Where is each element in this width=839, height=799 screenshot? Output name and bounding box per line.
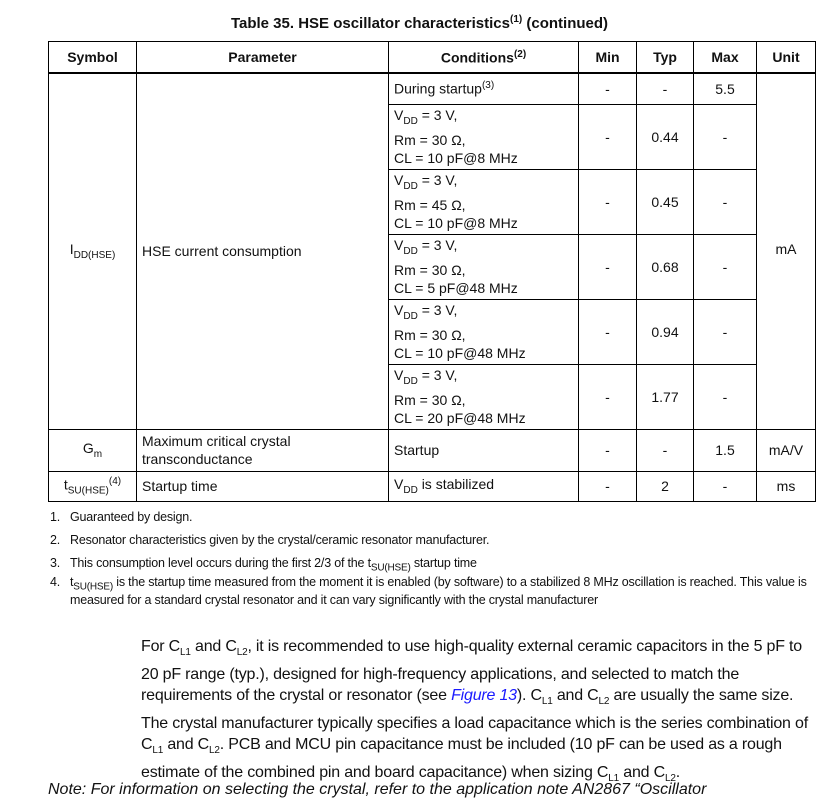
gm-unit: mA/V xyxy=(757,429,816,471)
condition: $V_{DD} = 3$ V, Rm = 30 Ω, CL = 5 pF@48 MHz xyxy=(389,234,579,299)
gm-parameter: Maximum critical crystal transconductance xyxy=(137,429,389,471)
min-value: - xyxy=(579,234,637,299)
table-row xyxy=(49,471,816,501)
header-symbol: Symbol xyxy=(49,42,137,74)
table-row xyxy=(49,73,816,104)
condition: $V_{DD} = 3$ V, Rm = 30 Ω, CL = 10 pF@48 MHz xyxy=(389,299,579,364)
gm-symbol: $G_m$ xyxy=(49,429,137,471)
idd-unit: mA xyxy=(757,73,816,429)
header-unit: Unit xyxy=(757,42,816,74)
note-clipped: Note: For information on selecting the crystal, refer to the application note AN2867 “Oscillator xyxy=(48,781,707,798)
idd-parameter: HSE current consumption xyxy=(137,73,389,429)
max-value: - xyxy=(694,104,757,169)
min-value: - xyxy=(579,169,637,234)
max-value: - xyxy=(694,364,757,429)
condition: $V_{DD}$ is stabilized xyxy=(389,471,579,501)
typ-value: - xyxy=(637,73,694,104)
max-value: - xyxy=(694,299,757,364)
tsu-unit: ms xyxy=(757,471,816,501)
footnote-2: 2. Resonator characteristics given by the crystal/ceramic resonator manufacturer. xyxy=(50,533,490,547)
idd-symbol: $I_{DD(HSE)}$ xyxy=(49,73,137,429)
condition: Startup xyxy=(389,429,579,471)
min-value: - xyxy=(579,471,637,501)
header-parameter: Parameter xyxy=(137,42,389,74)
condition: $V_{DD} = 3$ V, Rm = 30 Ω, CL = 20 pF@48 MHz xyxy=(389,364,579,429)
min-value: - xyxy=(579,364,637,429)
header-max: Max xyxy=(694,42,757,74)
footnote-3: 3. This consumption level occurs during the first 2/3 of the $t_{SU(HSE)}$ startup time xyxy=(50,556,477,574)
typ-value: 1.77 xyxy=(637,364,694,429)
header-min: Min xyxy=(579,42,637,74)
header-conditions: Conditions$^{(2)}$ xyxy=(389,42,579,74)
max-value: 1.5 xyxy=(694,429,757,471)
min-value: - xyxy=(579,299,637,364)
tsu-parameter: Startup time xyxy=(137,471,389,501)
header-typ: Typ xyxy=(637,42,694,74)
max-value: - xyxy=(694,234,757,299)
typ-value: 0.45 xyxy=(637,169,694,234)
footnote-1: 1. Guaranteed by design. xyxy=(50,510,193,524)
condition: $V_{DD} = 3$ V, Rm = 30 Ω, CL = 10 pF@8 MHz xyxy=(389,104,579,169)
header-row xyxy=(49,42,816,74)
max-value: - xyxy=(694,169,757,234)
min-value: - xyxy=(579,104,637,169)
typ-value: 0.44 xyxy=(637,104,694,169)
min-value: - xyxy=(579,429,637,471)
figure-13-link[interactable]: Figure 13 xyxy=(451,687,517,705)
typ-value: 0.94 xyxy=(637,299,694,364)
typ-value: 2 xyxy=(637,471,694,501)
max-value: 5.5 xyxy=(694,73,757,104)
condition: During startup$^{(3)}$ xyxy=(389,73,579,104)
condition: $V_{DD} = 3$ V, Rm = 45 Ω, CL = 10 pF@8 MHz xyxy=(389,169,579,234)
table-row xyxy=(49,429,816,471)
table-title: Table 35. HSE oscillator characteristics$^{(1)}$ (continued) xyxy=(230,14,609,32)
body-paragraph: For $C_{L1}$ and $C_{L2}$, it is recommended to use high-quality external ceramic capacitors in the 5 pF to 20 pF range (typ.), designed for high-frequency applications, and selected to match the requirements of the crystal or resonator (see Figure 13). $C_{L1}$ and $C_{L2}$ are usually the same size. The crystal manufacturer typically specifies a load capacitance which is the series combination of $C_{L1}$ and $C_{L2}$. PCB and MCU pin capacitance must be included (10 pF can be used as a rough estimate of the combined pin and board capacitance) when sizing $C_{L1}$ and $C_{L2}$. xyxy=(141,638,808,785)
tsu-symbol: $t_{SU(HSE)}^{(4)}$ xyxy=(49,471,137,501)
max-value: - xyxy=(694,471,757,501)
typ-value: 0.68 xyxy=(637,234,694,299)
hse-characteristics-table xyxy=(48,41,816,502)
footnote-4: 4. $t_{SU(HSE)}$ is the startup time measured from the moment it is enabled (by software) to a stabilized 8 MHz oscillation is reached. This value is measured for a standard crystal resonator and it can vary significantly with the crystal manufacturer xyxy=(50,575,807,607)
typ-value: - xyxy=(637,429,694,471)
min-value: - xyxy=(579,73,637,104)
